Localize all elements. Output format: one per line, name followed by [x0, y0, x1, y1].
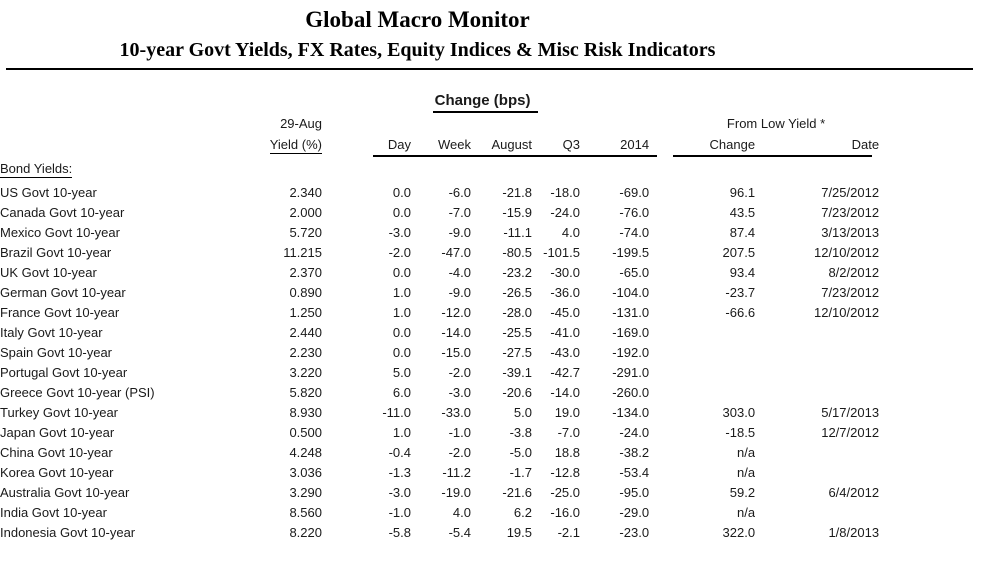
page-subtitle: 10-year Govt Yields, FX Rates, Equity Indices & Misc Risk Indicators: [119, 39, 716, 61]
cell-yield: 2.370: [289, 265, 322, 280]
cell-date: 5/17/2013: [821, 405, 880, 420]
cell-2014: -74.0: [619, 225, 650, 240]
cell-august: -11.1: [503, 225, 532, 240]
cell-yield: 8.930: [289, 405, 322, 420]
cell-q3: 4.0: [561, 225, 580, 240]
column-header-week: Week: [438, 137, 471, 152]
cell-q3: -12.8: [550, 465, 580, 480]
cell-2014: -24.0: [619, 425, 650, 440]
cell-week: -3.0: [448, 385, 471, 400]
cell-spacer: [649, 263, 673, 283]
cell-spacer: [649, 283, 673, 303]
cell-week: -6.0: [448, 185, 471, 200]
section-label: Bond Yields:: [0, 161, 73, 176]
cell-country: German Govt 10-year: [0, 285, 126, 300]
cell-change: 87.4: [729, 225, 756, 240]
cell-yield: 3.036: [289, 465, 322, 480]
table-row: [0, 423, 879, 443]
table-row: [0, 483, 879, 503]
cell-2014: -65.0: [619, 265, 650, 280]
cell-date: 7/25/2012: [821, 185, 880, 200]
cell-yield: 0.890: [289, 285, 322, 300]
cell-country: Canada Govt 10-year: [0, 205, 125, 220]
cell-yield: 5.720: [289, 225, 322, 240]
cell-week: -2.0: [448, 445, 471, 460]
cell-date: [755, 323, 879, 343]
bond-yields-table: [0, 88, 879, 543]
cell-yield: 11.215: [283, 245, 322, 260]
cell-spacer: [649, 243, 673, 263]
cell-country: UK Govt 10-year: [0, 265, 97, 280]
cell-2014: -53.4: [619, 465, 650, 480]
cell-date: [755, 363, 879, 383]
column-header-date: Date: [851, 137, 880, 152]
cell-change: n/a: [736, 465, 756, 480]
cell-week: -14.0: [441, 325, 471, 340]
cell-country: Mexico Govt 10-year: [0, 225, 120, 240]
cell-spacer: [649, 223, 673, 243]
group-header-row: [0, 88, 879, 113]
cell-august: -26.5: [502, 285, 532, 300]
cell-day: -3.0: [388, 225, 411, 240]
cell-yield: 0.500: [289, 425, 322, 440]
column-header-august: August: [491, 137, 532, 152]
table-row: [0, 303, 879, 323]
subheader-row-2: [0, 134, 879, 155]
cell-week: 4.0: [452, 505, 471, 520]
cell-week: -5.4: [448, 525, 471, 540]
cell-2014: -169.0: [612, 325, 650, 340]
cell-change: -23.7: [725, 285, 756, 300]
cell-date: [755, 343, 879, 363]
cell-spacer: [649, 183, 673, 203]
cell-august: 6.2: [513, 505, 532, 520]
cell-2014: -131.0: [612, 305, 650, 320]
table-row: [0, 443, 879, 463]
cell-change: 93.4: [729, 265, 756, 280]
group-header-change-bps: [322, 88, 649, 113]
cell-date: 8/2/2012: [828, 265, 880, 280]
cell-q3: -30.0: [550, 265, 580, 280]
cell-q3: 19.0: [554, 405, 580, 420]
cell-country: US Govt 10-year: [0, 185, 97, 200]
column-header-change: Change: [709, 137, 756, 152]
cell-week: -11.2: [442, 465, 471, 480]
cell-august: -39.1: [502, 365, 532, 380]
cell-week: -47.0: [441, 245, 471, 260]
cell-day: -1.3: [388, 465, 411, 480]
table-row: [0, 463, 879, 483]
cell-date: [755, 383, 879, 403]
cell-week: -12.0: [441, 305, 471, 320]
cell-date: [755, 463, 879, 483]
cell-q3: 18.8: [554, 445, 580, 460]
cell-spacer: [649, 523, 673, 543]
cell-day: 1.0: [392, 305, 411, 320]
cell-august: 5.0: [513, 405, 532, 420]
cell-august: -80.5: [502, 245, 532, 260]
cell-country: Italy Govt 10-year: [0, 325, 103, 340]
cell-date: [755, 443, 879, 463]
cell-august: -15.9: [502, 205, 532, 220]
cell-yield: 3.220: [289, 365, 322, 380]
table-row: [0, 383, 879, 403]
cell-change: -18.5: [725, 425, 756, 440]
cell-week: -1.0: [448, 425, 471, 440]
cell-yield: 5.820: [289, 385, 322, 400]
cell-change: 43.5: [729, 205, 756, 220]
cell-2014: -29.0: [619, 505, 650, 520]
table-row: [0, 343, 879, 363]
table-row: [0, 503, 879, 523]
cell-yield: 4.248: [289, 445, 322, 460]
cell-change: 303.0: [722, 405, 756, 420]
cell-spacer: [649, 483, 673, 503]
cell-day: -0.4: [388, 445, 411, 460]
cell-country: Japan Govt 10-year: [0, 425, 115, 440]
cell-spacer: [649, 363, 673, 383]
cell-q3: -24.0: [550, 205, 580, 220]
cell-day: 1.0: [392, 425, 411, 440]
cell-q3: -43.0: [550, 345, 580, 360]
cell-q3: -41.0: [550, 325, 580, 340]
cell-q3: -101.5: [543, 245, 580, 260]
column-header-2014: 2014: [620, 137, 650, 152]
table-row: [0, 203, 879, 223]
table-row: [0, 403, 879, 423]
cell-date: 7/23/2012: [821, 285, 880, 300]
cell-2014: -192.0: [612, 345, 650, 360]
cell-week: -19.0: [441, 485, 471, 500]
cell-change: 322.0: [722, 525, 756, 540]
cell-q3: -16.0: [550, 505, 580, 520]
cell-spacer: [649, 503, 673, 523]
cell-august: -21.8: [502, 185, 532, 200]
cell-yield: 2.340: [289, 185, 322, 200]
cell-spacer: [649, 463, 673, 483]
cell-day: -3.0: [388, 485, 411, 500]
table-row: [0, 223, 879, 243]
cell-date: 3/13/2013: [821, 225, 880, 240]
cell-2014: -38.2: [619, 445, 650, 460]
cell-day: 0.0: [392, 345, 411, 360]
cell-day: -1.0: [388, 505, 411, 520]
column-header-yield: Yield (%): [269, 137, 322, 152]
cell-date: 12/10/2012: [813, 305, 880, 320]
section-header-row: [0, 155, 879, 183]
cell-2014: -23.0: [619, 525, 650, 540]
title-divider: [6, 68, 973, 70]
cell-spacer: [649, 343, 673, 363]
cell-q3: -25.0: [550, 485, 580, 500]
cell-spacer: [649, 423, 673, 443]
cell-august: 19.5: [506, 525, 532, 540]
cell-week: -15.0: [441, 345, 471, 360]
cell-change: 59.2: [729, 485, 756, 500]
cell-2014: -260.0: [612, 385, 650, 400]
group-header-from-low-yield: From Low Yield *: [726, 115, 826, 131]
page-title: Global Macro Monitor: [305, 7, 530, 32]
cell-week: -9.0: [448, 225, 471, 240]
cell-country: Korea Govt 10-year: [0, 465, 114, 480]
cell-week: -9.0: [448, 285, 471, 300]
cell-country: Australia Govt 10-year: [0, 485, 130, 500]
cell-date: 7/23/2012: [821, 205, 880, 220]
cell-spacer: [649, 303, 673, 323]
cell-day: 0.0: [392, 325, 411, 340]
table-row: [0, 283, 879, 303]
cell-country: Portugal Govt 10-year: [0, 365, 128, 380]
cell-2014: -134.0: [612, 405, 650, 420]
cell-yield: 8.220: [289, 525, 322, 540]
table-body: [0, 155, 879, 543]
cell-day: 5.0: [392, 365, 411, 380]
cell-week: -2.0: [448, 365, 471, 380]
cell-week: -7.0: [448, 205, 471, 220]
cell-day: -5.8: [388, 525, 411, 540]
cell-day: -2.0: [388, 245, 411, 260]
cell-country: Greece Govt 10-year (PSI): [0, 385, 155, 400]
table-row: [0, 363, 879, 383]
cell-august: -28.0: [502, 305, 532, 320]
cell-august: -20.6: [502, 385, 532, 400]
cell-q3: -18.0: [550, 185, 580, 200]
cell-2014: -291.0: [612, 365, 650, 380]
cell-change: [673, 363, 755, 383]
cell-yield: 2.440: [289, 325, 322, 340]
cell-day: 0.0: [392, 205, 411, 220]
cell-day: 0.0: [392, 185, 411, 200]
cell-q3: -36.0: [550, 285, 580, 300]
cell-2014: -69.0: [619, 185, 650, 200]
cell-date: 1/8/2013: [828, 525, 880, 540]
cell-yield: 2.230: [289, 345, 322, 360]
cell-august: -1.7: [509, 465, 532, 480]
cell-yield: 8.560: [289, 505, 322, 520]
cell-2014: -104.0: [612, 285, 650, 300]
cell-q3: -45.0: [550, 305, 580, 320]
cell-august: -3.8: [509, 425, 532, 440]
cell-change: n/a: [736, 505, 756, 520]
cell-yield: 2.000: [289, 205, 322, 220]
cell-q3: -2.1: [557, 525, 580, 540]
column-header-yield-date: 29-Aug: [280, 115, 322, 131]
group-header-change-bps-label: Change (bps): [433, 92, 539, 113]
cell-date: 12/7/2012: [821, 425, 880, 440]
cell-change: -66.6: [725, 305, 756, 320]
cell-august: -23.2: [502, 265, 532, 280]
cell-2014: -199.5: [612, 245, 650, 260]
cell-change: [673, 343, 755, 363]
cell-change: n/a: [736, 445, 756, 460]
cell-yield: 1.250: [289, 305, 322, 320]
table-row: [0, 243, 879, 263]
table-row: [0, 183, 879, 203]
table-row: [0, 263, 879, 283]
cell-country: China Govt 10-year: [0, 445, 113, 460]
cell-week: -4.0: [448, 265, 471, 280]
cell-day: 1.0: [392, 285, 411, 300]
cell-week: -33.0: [441, 405, 471, 420]
table-row: [0, 323, 879, 343]
cell-august: -5.0: [509, 445, 532, 460]
cell-spacer: [649, 203, 673, 223]
cell-spacer: [649, 323, 673, 343]
table-row: [0, 523, 879, 543]
column-header-day: Day: [387, 137, 411, 152]
cell-change: [673, 323, 755, 343]
cell-change: [673, 383, 755, 403]
cell-date: [755, 503, 879, 523]
cell-q3: -14.0: [550, 385, 580, 400]
cell-spacer: [649, 403, 673, 423]
report-header: [0, 5, 835, 65]
cell-country: France Govt 10-year: [0, 305, 120, 320]
cell-2014: -76.0: [619, 205, 650, 220]
cell-country: Brazil Govt 10-year: [0, 245, 112, 260]
cell-change: 96.1: [729, 185, 756, 200]
cell-date: 12/10/2012: [813, 245, 880, 260]
cell-country: India Govt 10-year: [0, 505, 107, 520]
cell-day: 6.0: [392, 385, 411, 400]
cell-day: 0.0: [392, 265, 411, 280]
cell-august: -25.5: [502, 325, 532, 340]
cell-q3: -7.0: [557, 425, 580, 440]
cell-country: Indonesia Govt 10-year: [0, 525, 136, 540]
cell-august: -27.5: [502, 345, 532, 360]
column-header-q3: Q3: [562, 137, 580, 152]
cell-august: -21.6: [502, 485, 532, 500]
cell-day: -11.0: [382, 405, 411, 420]
cell-country: Turkey Govt 10-year: [0, 405, 119, 420]
cell-country: Spain Govt 10-year: [0, 345, 113, 360]
cell-date: 6/4/2012: [828, 485, 880, 500]
cell-spacer: [649, 443, 673, 463]
cell-q3: -42.7: [550, 365, 580, 380]
subheader-row-1: [0, 113, 879, 134]
cell-2014: -95.0: [619, 485, 650, 500]
cell-yield: 3.290: [289, 485, 322, 500]
cell-change: 207.5: [722, 245, 756, 260]
cell-spacer: [649, 383, 673, 403]
